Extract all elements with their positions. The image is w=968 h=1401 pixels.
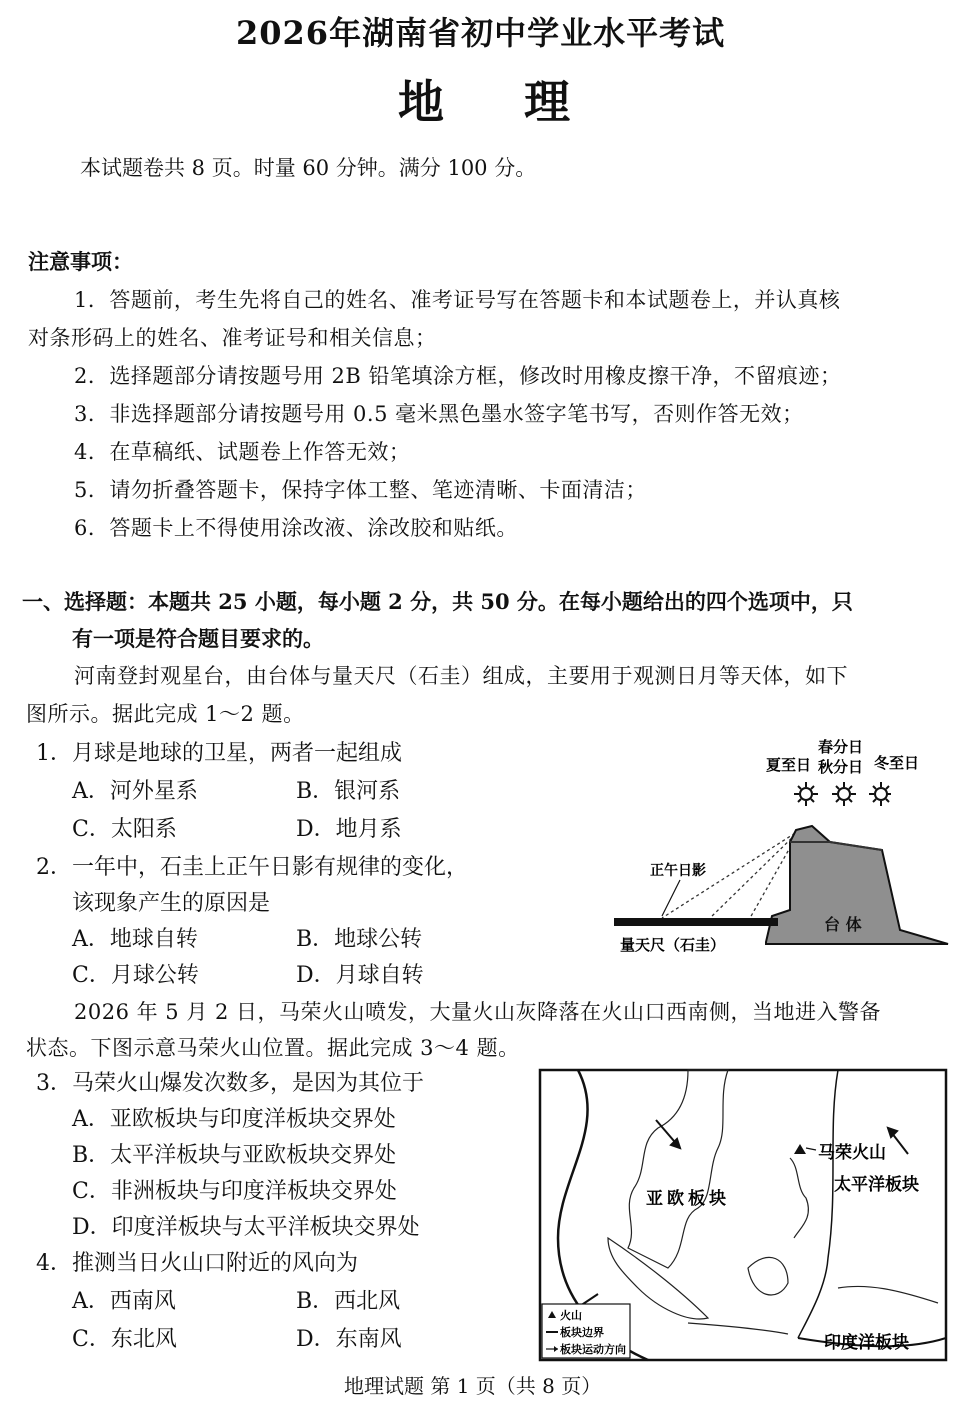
question-2-cont: 该现象产生的原因是 bbox=[72, 891, 271, 916]
sun-icon-summer bbox=[794, 782, 818, 806]
label-ruler: 量天尺（石圭） bbox=[620, 936, 726, 954]
notice-line-6: 6．答题卡上不得使用涂改液、涂改胶和贴纸。 bbox=[74, 516, 518, 540]
question-2: 2．一年中，石圭上正午日影有规律的变化， bbox=[36, 855, 468, 880]
intro-1-cont: 图所示。据此完成 1～2 题。 bbox=[26, 702, 305, 726]
page-footer: 地理试题 第 1 页（共 8 页） bbox=[344, 1374, 602, 1398]
label-indian-plate: 印度洋板块 bbox=[824, 1333, 909, 1353]
intro-2-cont: 状态。下图示意马荣火山位置。据此完成 3～4 题。 bbox=[26, 1036, 520, 1060]
q2-option-c: C．月球公转 bbox=[72, 963, 199, 988]
q4-option-c: C．东北风 bbox=[72, 1327, 177, 1352]
question-4: 4．推测当日火山口附近的风向为 bbox=[36, 1251, 358, 1276]
label-autumn-equinox: 秋分日 bbox=[818, 758, 864, 776]
label-noon-shadow: 正午日影 bbox=[650, 863, 706, 879]
label-eurasian-plate: 亚欧板块 bbox=[646, 1189, 730, 1209]
label-pacific-plate: 太平洋板块 bbox=[834, 1175, 919, 1195]
observatory-figure bbox=[600, 730, 950, 960]
label-summer-solstice: 夏至日 bbox=[766, 756, 812, 774]
notice-heading: 注意事项： bbox=[28, 249, 133, 274]
volcano-map bbox=[538, 1068, 948, 1362]
notice-line-2: 2．选择题部分请按题号用 2B 铅笔填涂方框，修改时用橡皮擦干净，不留痕迹； bbox=[74, 364, 842, 388]
sun-icon-winter bbox=[869, 782, 891, 806]
q1-option-d: D．地月系 bbox=[296, 817, 402, 842]
q2-option-b: B．地球公转 bbox=[296, 927, 423, 952]
intro-1: 河南登封观星台，由台体与量天尺（石圭）组成，主要用于观测日月等天体，如下 bbox=[74, 664, 848, 688]
exam-title: 2026年湖南省初中学业水平考试 bbox=[236, 14, 726, 52]
label-platform: 台 体 bbox=[824, 915, 862, 934]
notice-line-3: 3．非选择题部分请按题号用 0.5 毫米黑色墨水签字笔书写，否则作答无效； bbox=[74, 402, 804, 426]
q4-option-d: D．东南风 bbox=[296, 1327, 402, 1352]
q1-option-b: B．银河系 bbox=[296, 779, 401, 804]
label-winter-solstice: 冬至日 bbox=[874, 754, 920, 772]
notice-line-5: 5．请勿折叠答题卡，保持字体工整、笔迹清晰、卡面清洁； bbox=[74, 478, 647, 502]
question-1: 1．月球是地球的卫星，两者一起组成 bbox=[36, 741, 402, 766]
legend-plate-motion: 板块运动方向 bbox=[560, 1343, 626, 1356]
legend-boundary: 板块边界 bbox=[560, 1326, 604, 1339]
legend-volcano: 火山 bbox=[560, 1309, 582, 1322]
ruler-bar bbox=[614, 918, 778, 926]
subject-title: 地理 bbox=[398, 75, 650, 129]
q4-option-b: B．西北风 bbox=[296, 1289, 401, 1314]
notice-line-1-cont: 对条形码上的姓名、准考证号和相关信息； bbox=[28, 326, 437, 350]
section-heading: 一、选择题：本题共 25 小题，每小题 2 分，共 50 分。在每小题给出的四个选项中，只 bbox=[22, 589, 853, 614]
q1-option-a: A．河外星系 bbox=[72, 779, 198, 804]
exam-meta: 本试题卷共 8 页。时量 60 分钟。满分 100 分。 bbox=[80, 156, 537, 180]
section-heading-cont: 有一项是符合题目要求的。 bbox=[72, 626, 324, 651]
question-3: 3．马荣火山爆发次数多，是因为其位于 bbox=[36, 1071, 424, 1096]
notice-line-1: 1．答题前，考生先将自己的姓名、准考证号写在答题卡和本试题卷上，并认真核 bbox=[74, 288, 841, 312]
q2-option-d: D．月球自转 bbox=[296, 963, 424, 988]
q3-option-a: A．亚欧板块与印度洋板块交界处 bbox=[72, 1107, 396, 1132]
q3-option-d: D．印度洋板块与太平洋板块交界处 bbox=[72, 1215, 420, 1240]
label-mayon-volcano: 马荣火山 bbox=[818, 1143, 886, 1163]
q1-option-c: C．太阳系 bbox=[72, 817, 177, 842]
q4-option-a: A．西南风 bbox=[72, 1289, 176, 1314]
q3-option-b: B．太平洋板块与亚欧板块交界处 bbox=[72, 1143, 397, 1168]
sun-icon-equinox bbox=[832, 782, 856, 806]
map-legend bbox=[542, 1304, 630, 1358]
notice-line-4: 4．在草稿纸、试题卷上作答无效； bbox=[74, 440, 411, 464]
intro-2: 2026 年 5 月 2 日，马荣火山喷发，大量火山灰降落在火山口西南侧，当地进入警备 bbox=[74, 1000, 882, 1024]
q3-option-c: C．非洲板块与印度洋板块交界处 bbox=[72, 1179, 397, 1204]
label-spring-equinox: 春分日 bbox=[818, 738, 864, 756]
q2-option-a: A．地球自转 bbox=[72, 927, 198, 952]
